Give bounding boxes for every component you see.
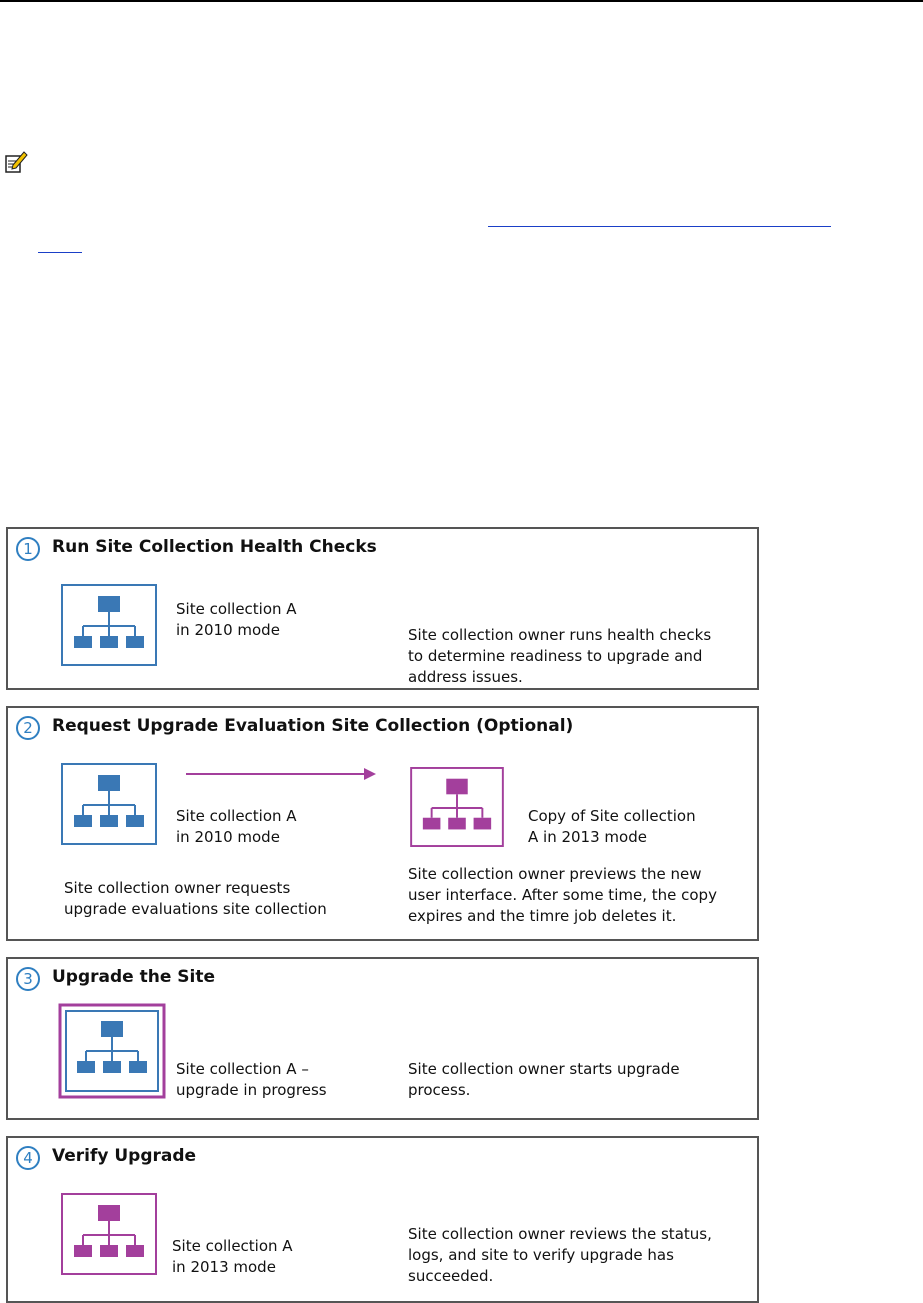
- document-link[interactable]: [488, 226, 831, 227]
- site-label: Site collection A – upgrade in progress: [176, 1060, 327, 1099]
- step-title: Run Site Collection Health Checks: [52, 537, 377, 557]
- step-description: Site collection owner runs health checks to determine readiness to upgrade and address issues.: [408, 626, 712, 686]
- document-link-continued[interactable]: [38, 252, 82, 253]
- step-number-badge: 3: [16, 967, 40, 991]
- site-label: Site collection A in 2010 mode: [176, 600, 297, 639]
- top-rule: [0, 0, 923, 2]
- step-description: Site collection owner previews the new user interface. After some time, the copy expires and the timre job deletes it.: [408, 865, 717, 925]
- step-title: Request Upgrade Evaluation Site Collection (Optional): [52, 716, 574, 736]
- step-description: Site collection owner reviews the status, logs, and site to verify upgrade has succeeded.: [408, 1225, 712, 1285]
- step-4-panel: [6, 1136, 759, 1303]
- arrow-right-icon: [186, 766, 378, 782]
- step-2-panel: [6, 706, 759, 941]
- step-number-badge: 1: [16, 537, 40, 561]
- step-3-panel: [6, 957, 759, 1120]
- step-number-badge: 4: [16, 1146, 40, 1170]
- site-hierarchy-icon: [61, 1193, 157, 1275]
- site-hierarchy-icon: [61, 763, 157, 845]
- request-text: Site collection owner requests upgrade evaluations site collection: [64, 879, 327, 918]
- note-pencil-icon: [4, 150, 28, 174]
- copy-site-label: Copy of Site collection A in 2013 mode: [528, 807, 696, 846]
- site-label: Site collection A in 2013 mode: [172, 1237, 293, 1276]
- site-hierarchy-icon: [61, 584, 157, 666]
- site-hierarchy-icon: [410, 767, 504, 847]
- step-1-panel: [6, 527, 759, 690]
- step-number-badge: 2: [16, 716, 40, 740]
- site-upgrading-icon: [58, 1003, 166, 1099]
- step-title: Verify Upgrade: [52, 1146, 197, 1166]
- step-description: Site collection owner starts upgrade process.: [408, 1060, 680, 1099]
- site-label: Site collection A in 2010 mode: [176, 807, 297, 846]
- step-title: Upgrade the Site: [52, 967, 216, 987]
